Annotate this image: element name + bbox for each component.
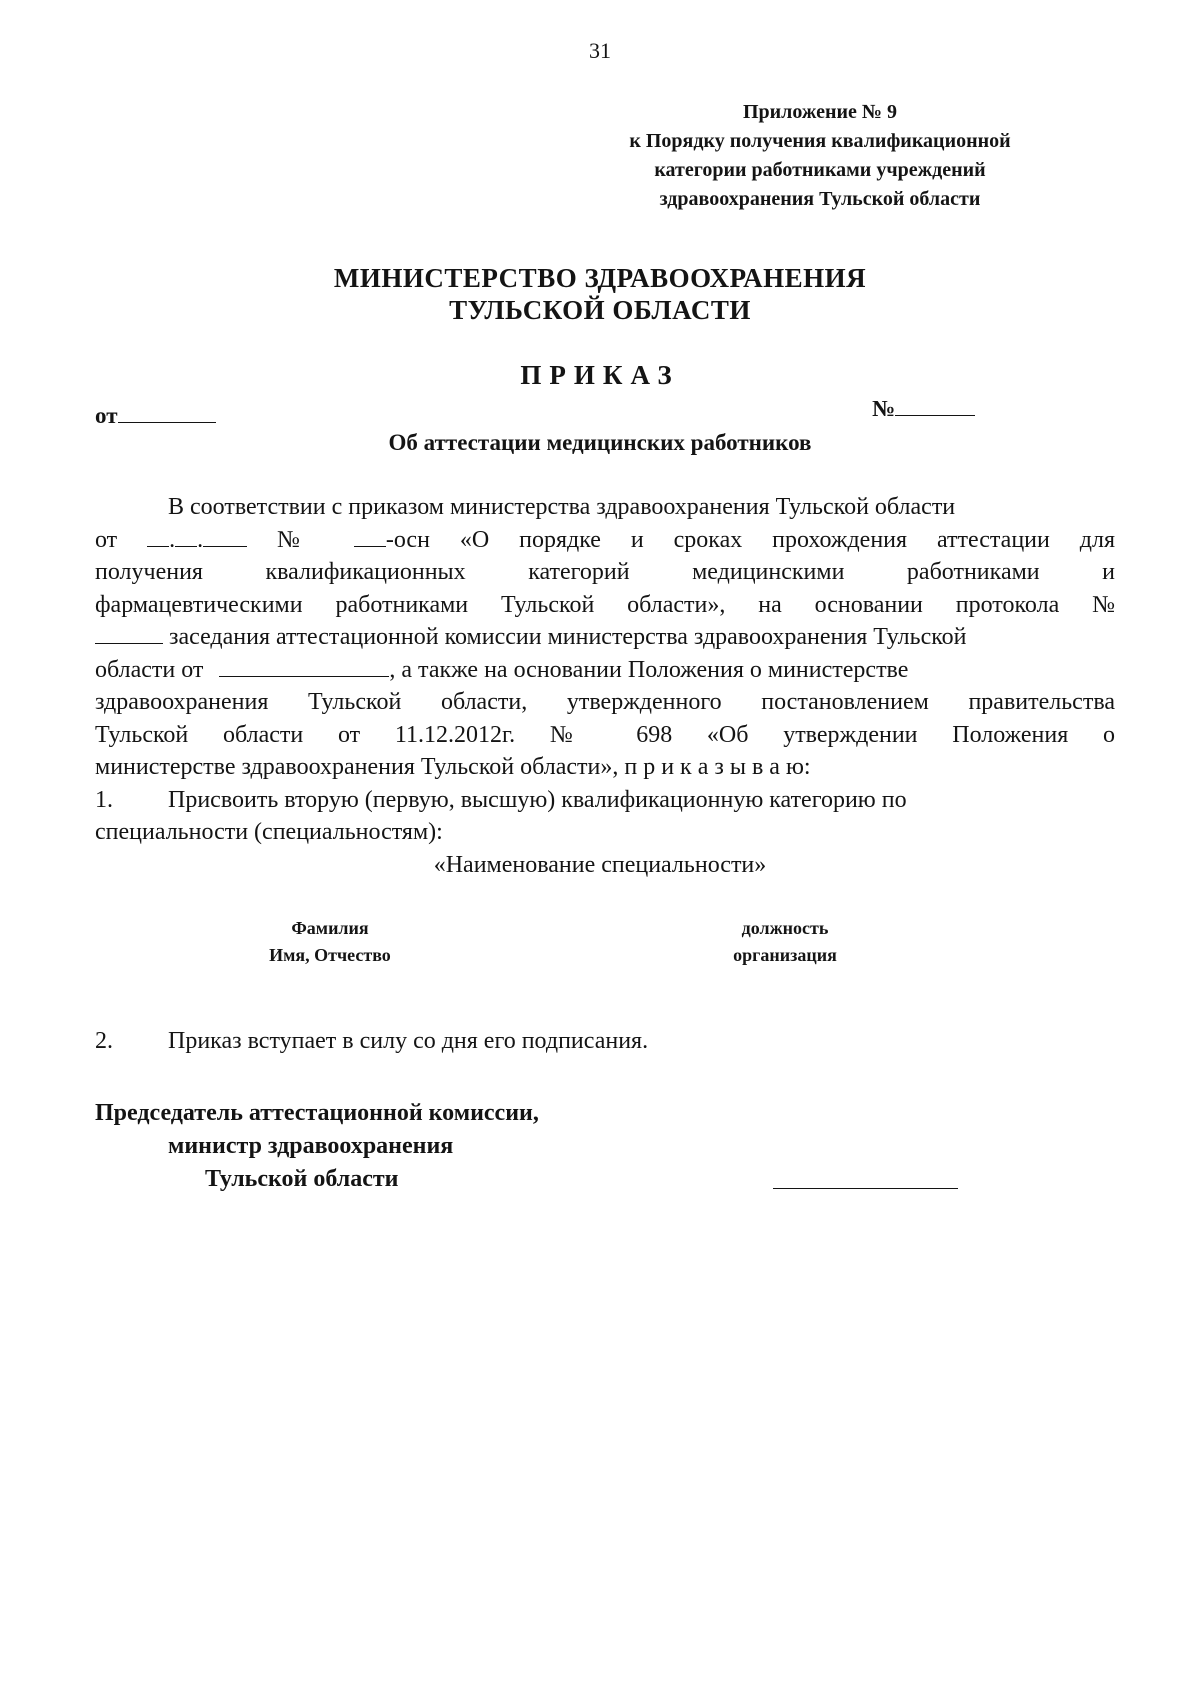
position-org: организация (733, 945, 837, 965)
order-subject: Об аттестации медицинских работников (388, 430, 812, 455)
body-line-9: министерстве здравоохранения Тульской области», п р и к а з ы в а ю: (95, 754, 811, 780)
body-line-2: от . . № -осн «О порядке и сроках прохождения аттестации для (95, 524, 1115, 557)
appendix-line-2: к Порядку получения квалификационной (629, 130, 1011, 152)
signature-line (773, 1188, 958, 1189)
person-name-block (230, 915, 430, 969)
signer-line-1: Председатель аттестационной комиссии, (95, 1100, 539, 1126)
signer-line-2: министр здравоохранения (168, 1133, 454, 1159)
order-body (95, 491, 1115, 849)
date-blank (118, 402, 216, 423)
position-block (685, 915, 885, 969)
body-line-8: Тульской области от 11.12.2012г. № 698 «Об утверждении Положения о (95, 721, 1115, 748)
body-line-11: специальности (специальностям): (95, 819, 443, 845)
item-1-text: Присвоить вторую (первую, высшую) квалификационную категорию по (168, 786, 907, 813)
signer-line-3: Тульской области (205, 1166, 399, 1192)
appendix-line-3: категории работниками учреждений (654, 159, 986, 181)
number-blank (895, 395, 975, 416)
signer-block (95, 1097, 539, 1196)
item-1 (95, 784, 1115, 817)
item-2 (95, 1028, 648, 1055)
body-line-5: заседания аттестационной комиссии министерства здравоохранения Тульской (95, 621, 1115, 654)
ministry-line-1: МИНИСТЕРСТВО ЗДРАВООХРАНЕНИЯ (333, 263, 867, 293)
person-name: Имя, Отчество (269, 945, 391, 965)
body-line-1: В соответствии с приказом министерства здравоохранения Тульской области (168, 494, 956, 520)
item-1-number: 1. (95, 786, 113, 813)
from-label: от (95, 403, 118, 428)
appendix-header (560, 98, 1080, 214)
appendix-line-4: здравоохранения Тульской области (659, 188, 981, 210)
item-2-number: 2. (95, 1028, 113, 1054)
order-title: ПРИКАЗ (520, 360, 680, 390)
order-number-field (872, 395, 975, 422)
position-title: должность (741, 918, 829, 938)
item-2-text: Приказ вступает в силу со дня его подписания. (168, 1028, 649, 1054)
number-label: № (872, 396, 896, 421)
ministry-line-2: ТУЛЬСКОЙ ОБЛАСТИ (449, 295, 751, 325)
order-date-field (95, 402, 216, 429)
page-number: 31 (589, 38, 611, 63)
body-line-6: области от , а также на основании Положения о министерстве (95, 654, 1115, 687)
ministry-header (0, 262, 1200, 326)
person-surname: Фамилия (291, 918, 369, 938)
appendix-line-1: Приложение № 9 (742, 101, 898, 123)
specialty-name: «Наименование специальности» (433, 852, 767, 878)
body-line-7: здравоохранения Тульской области, утвержденного постановлением правительства (95, 689, 1115, 715)
body-line-4: фармацевтическими работниками Тульской области», на основании протокола № (95, 591, 1115, 618)
body-line-3: получения квалификационных категорий медицинскими работниками и (95, 559, 1115, 585)
